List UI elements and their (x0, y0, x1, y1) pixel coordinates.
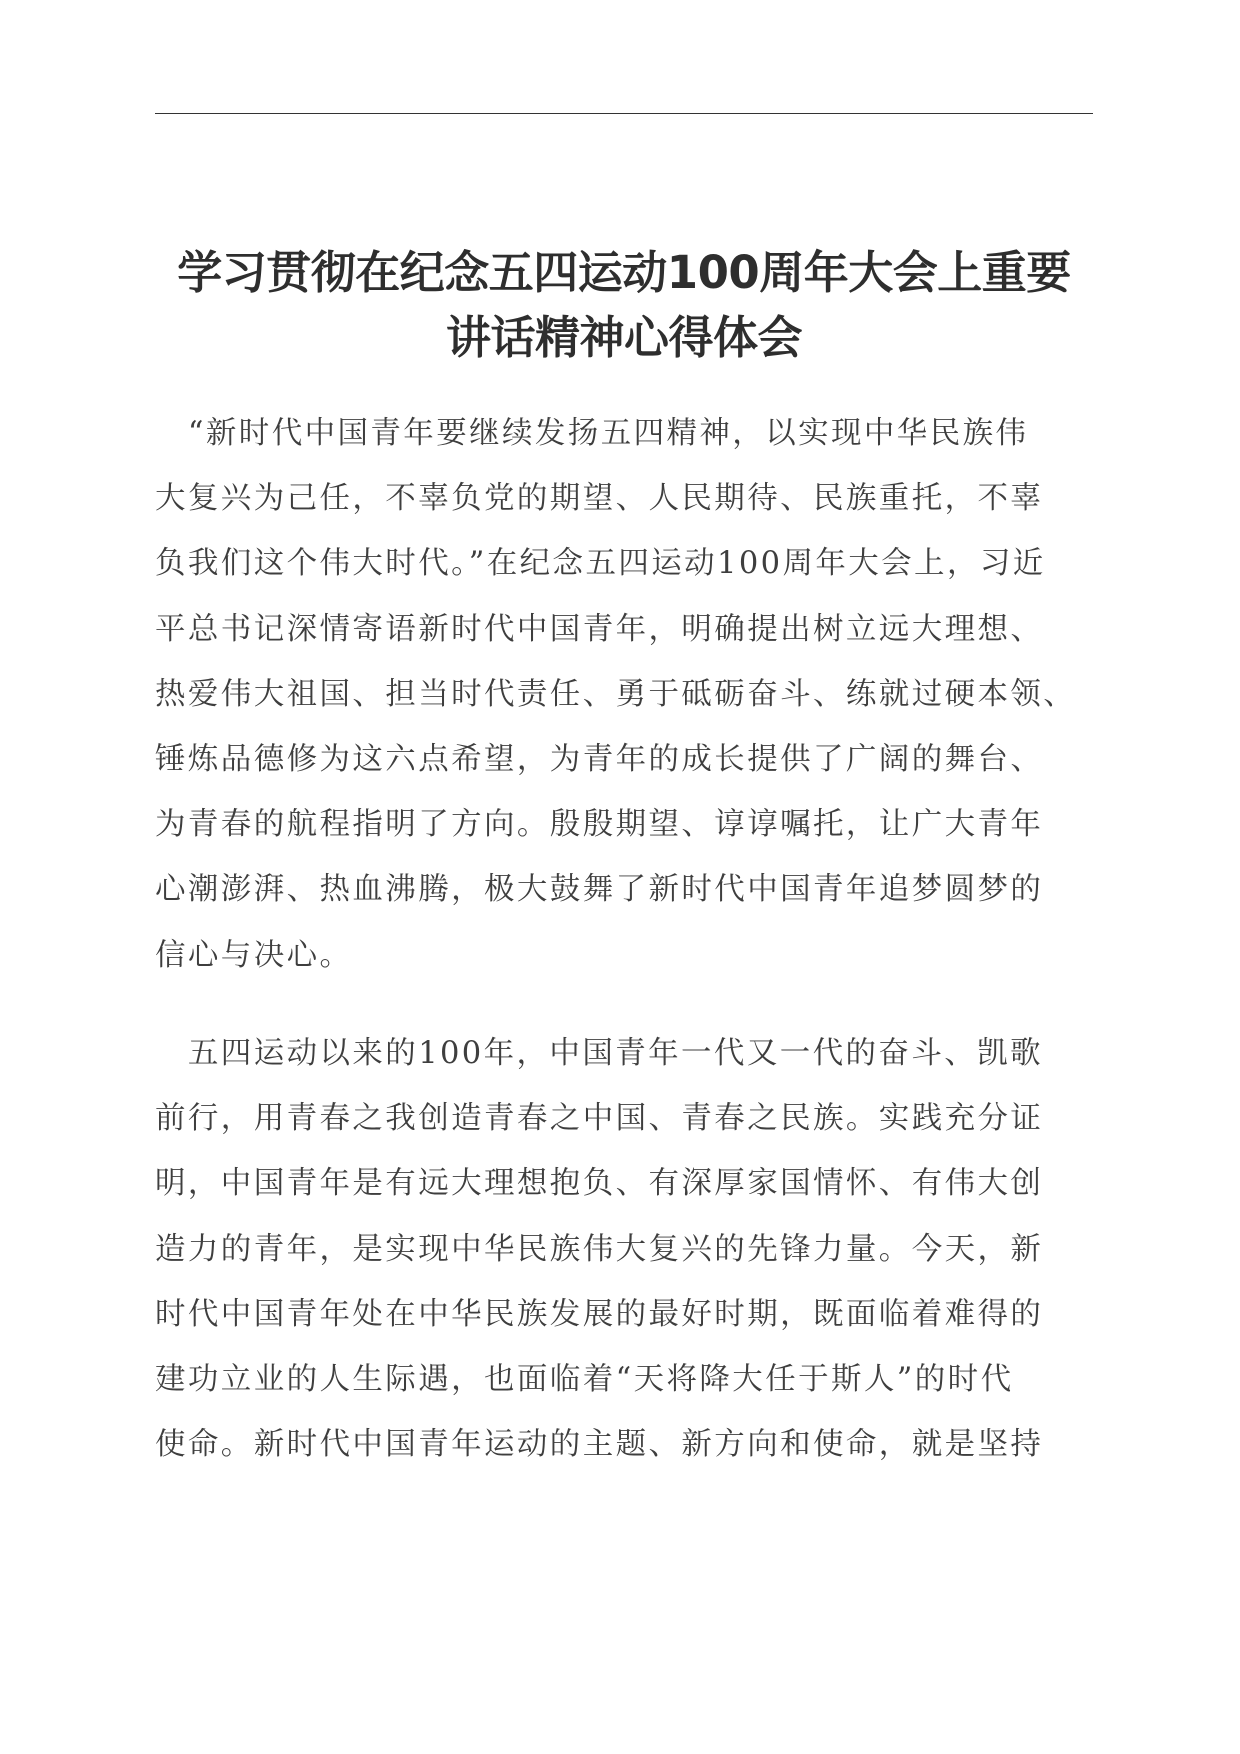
paragraph-line: 造力的青年，是实现中华民族伟大复兴的先锋力量。今天，新 (155, 1231, 1044, 1267)
paragraph-line: 明，中国青年是有远大理想抱负、有深厚家国情怀、有伟大创 (155, 1166, 1044, 1202)
paragraph-line: 为青春的航程指明了方向。殷殷期望、谆谆嘱托，让广大青年 (155, 807, 1044, 843)
paragraph-line: 建功立业的人生际遇，也面临着“天将降大任于斯人”的时代 (155, 1361, 1014, 1397)
paragraph-2 (155, 1021, 1095, 1477)
paragraph-line: 心潮澎湃、热血沸腾，极大鼓舞了新时代中国青年追梦圆梦的 (155, 872, 1044, 908)
paragraph-line: 锤炼品德修为这六点希望，为青年的成长提供了广阔的舞台、 (155, 741, 1044, 777)
paragraph-line: 负我们这个伟大时代。”在纪念五四运动100周年大会上，习近 (155, 546, 1046, 582)
title-line-2: 讲话精神心得体会 (445, 311, 802, 364)
document-title (150, 240, 1098, 370)
paragraph-line: 信心与决心。 (155, 937, 353, 973)
header-rule (155, 113, 1093, 114)
title-line-1: 学习贯彻在纪念五四运动100周年大会上重要 (177, 246, 1071, 299)
paragraph-1 (155, 401, 1095, 988)
paragraph-line: 五四运动以来的100年，中国青年一代又一代的奋斗、凯歌 (155, 1036, 1043, 1071)
paragraph-line: “新时代中国青年要继续发扬五四精神，以实现中华民族伟 (155, 416, 1029, 451)
paragraph-line: 平总书记深情寄语新时代中国青年，明确提出树立远大理想、 (155, 611, 1044, 647)
paragraph-line: 前行，用青春之我创造青春之中国、青春之民族。实践充分证 (155, 1101, 1044, 1137)
paragraph-line: 时代中国青年处在中华民族发展的最好时期，既面临着难得的 (155, 1296, 1044, 1332)
paragraph-line: 使命。新时代中国青年运动的主题、新方向和使命，就是坚持 (155, 1427, 1044, 1463)
paragraph-line: 大复兴为己任，不辜负党的期望、人民期待、民族重托，不辜 (155, 481, 1044, 517)
paragraph-line: 热爱伟大祖国、担当时代责任、勇于砥砺奋斗、练就过硬本领、 (155, 676, 1077, 712)
